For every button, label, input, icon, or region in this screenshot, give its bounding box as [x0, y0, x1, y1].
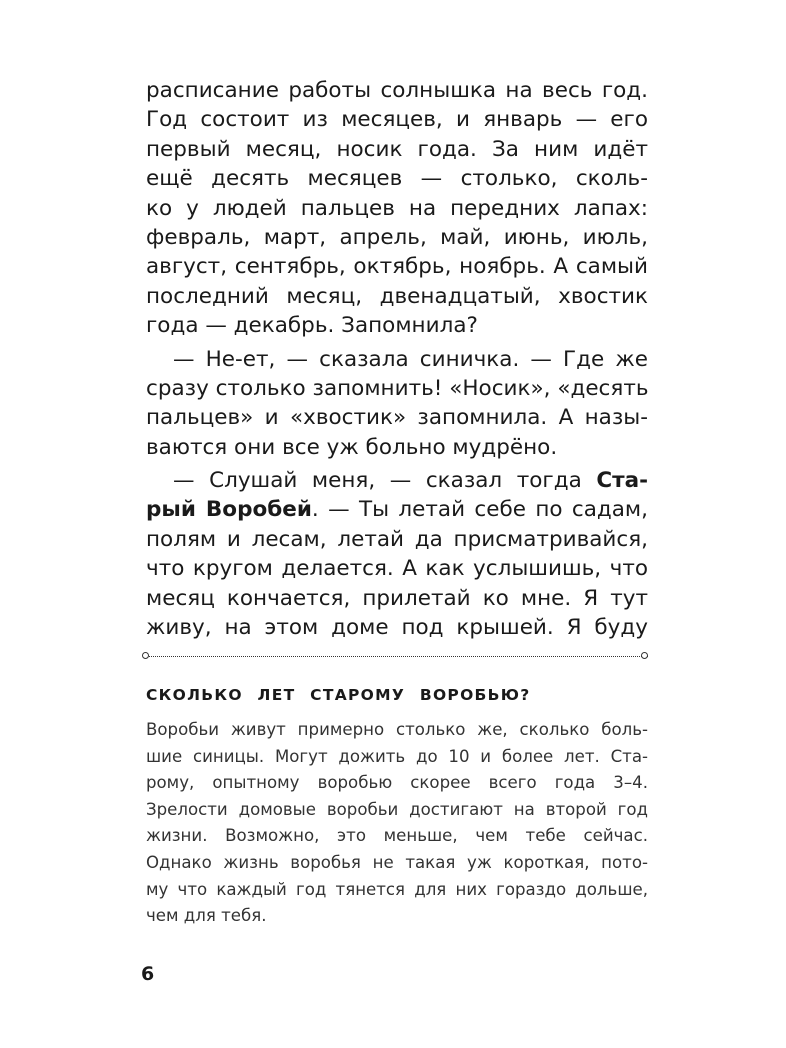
page-number: 6	[141, 963, 155, 985]
divider-end-circle-icon	[641, 652, 648, 659]
fact-line: шие синицы. Могут дожить до 10 и более лет. Ста-	[146, 746, 648, 766]
text-line: что кругом делается. А как услышишь, что	[146, 556, 648, 582]
text-line: полям и лесам, летай да присматривайся,	[146, 526, 648, 552]
fact-line: рому, опытному воробью скорее всего года 3–4.	[146, 773, 648, 793]
text-line: пальцев» и «хвостик» запомнила. А назы-	[146, 405, 648, 431]
text-line: последний месяц, двенадцатый, хвостик	[146, 283, 648, 309]
dotted-divider	[146, 656, 648, 659]
text-line: — Не-ет, — сказала синичка. — Где же	[173, 346, 648, 372]
main-story-text	[146, 76, 648, 642]
text-line: сразу столько запомнить! «Носик», «десять	[146, 375, 649, 401]
text-line: ко у людей пальцев на передних лапах:	[146, 195, 648, 221]
fact-line: Однако жизнь воробья не такая уж короткая, пото-	[146, 852, 648, 872]
divider-end-circle-icon	[142, 652, 149, 659]
text-line: года — декабрь. Запомнила?	[146, 313, 478, 339]
fact-line: Воробьи живут примерно столько же, сколько боль-	[146, 720, 648, 739]
text-line: Год состоит из месяцев, и январь — его	[146, 107, 648, 133]
text-line	[146, 466, 648, 495]
fact-box-text	[146, 717, 648, 930]
text-line: февраль, март, апрель, май, июнь, июль,	[146, 224, 648, 250]
text-line: живу, на этом доме под крышей. Я буду	[146, 615, 648, 641]
text-fragment: . — Ты летай себе по садам,	[311, 497, 648, 523]
text-fragment: — Слушай меня, — сказал тогда	[173, 468, 582, 494]
fact-line: чем для тебя.	[146, 906, 267, 926]
text-line: ещё десять месяцев — столько, сколь-	[146, 166, 648, 192]
fact-line: Зрелости домовые воробьи достигают на второй год	[146, 799, 648, 819]
text-line: август, сентябрь, октябрь, ноябрь. А самый	[146, 254, 648, 280]
character-name-fragment: Ста-	[596, 468, 648, 494]
character-name-fragment: рый Воробей	[146, 497, 312, 523]
text-line: первый месяц, носик года. За ним идёт	[146, 136, 648, 162]
fact-line: жизни. Возможно, это меньше, чем тебе сейчас.	[146, 826, 648, 846]
fact-box-title: СКОЛЬКО ЛЕТ СТАРОМУ ВОРОБЬЮ?	[146, 686, 531, 704]
text-line: ваются они все уж больно мудрёно.	[146, 434, 558, 460]
text-line	[146, 495, 648, 524]
fact-line: му что каждый год тянется для них гораздо дольше,	[146, 879, 648, 899]
text-line: расписание работы солнышка на весь год.	[146, 78, 648, 103]
text-line: месяц кончается, прилетай ко мне. Я тут	[146, 585, 648, 611]
